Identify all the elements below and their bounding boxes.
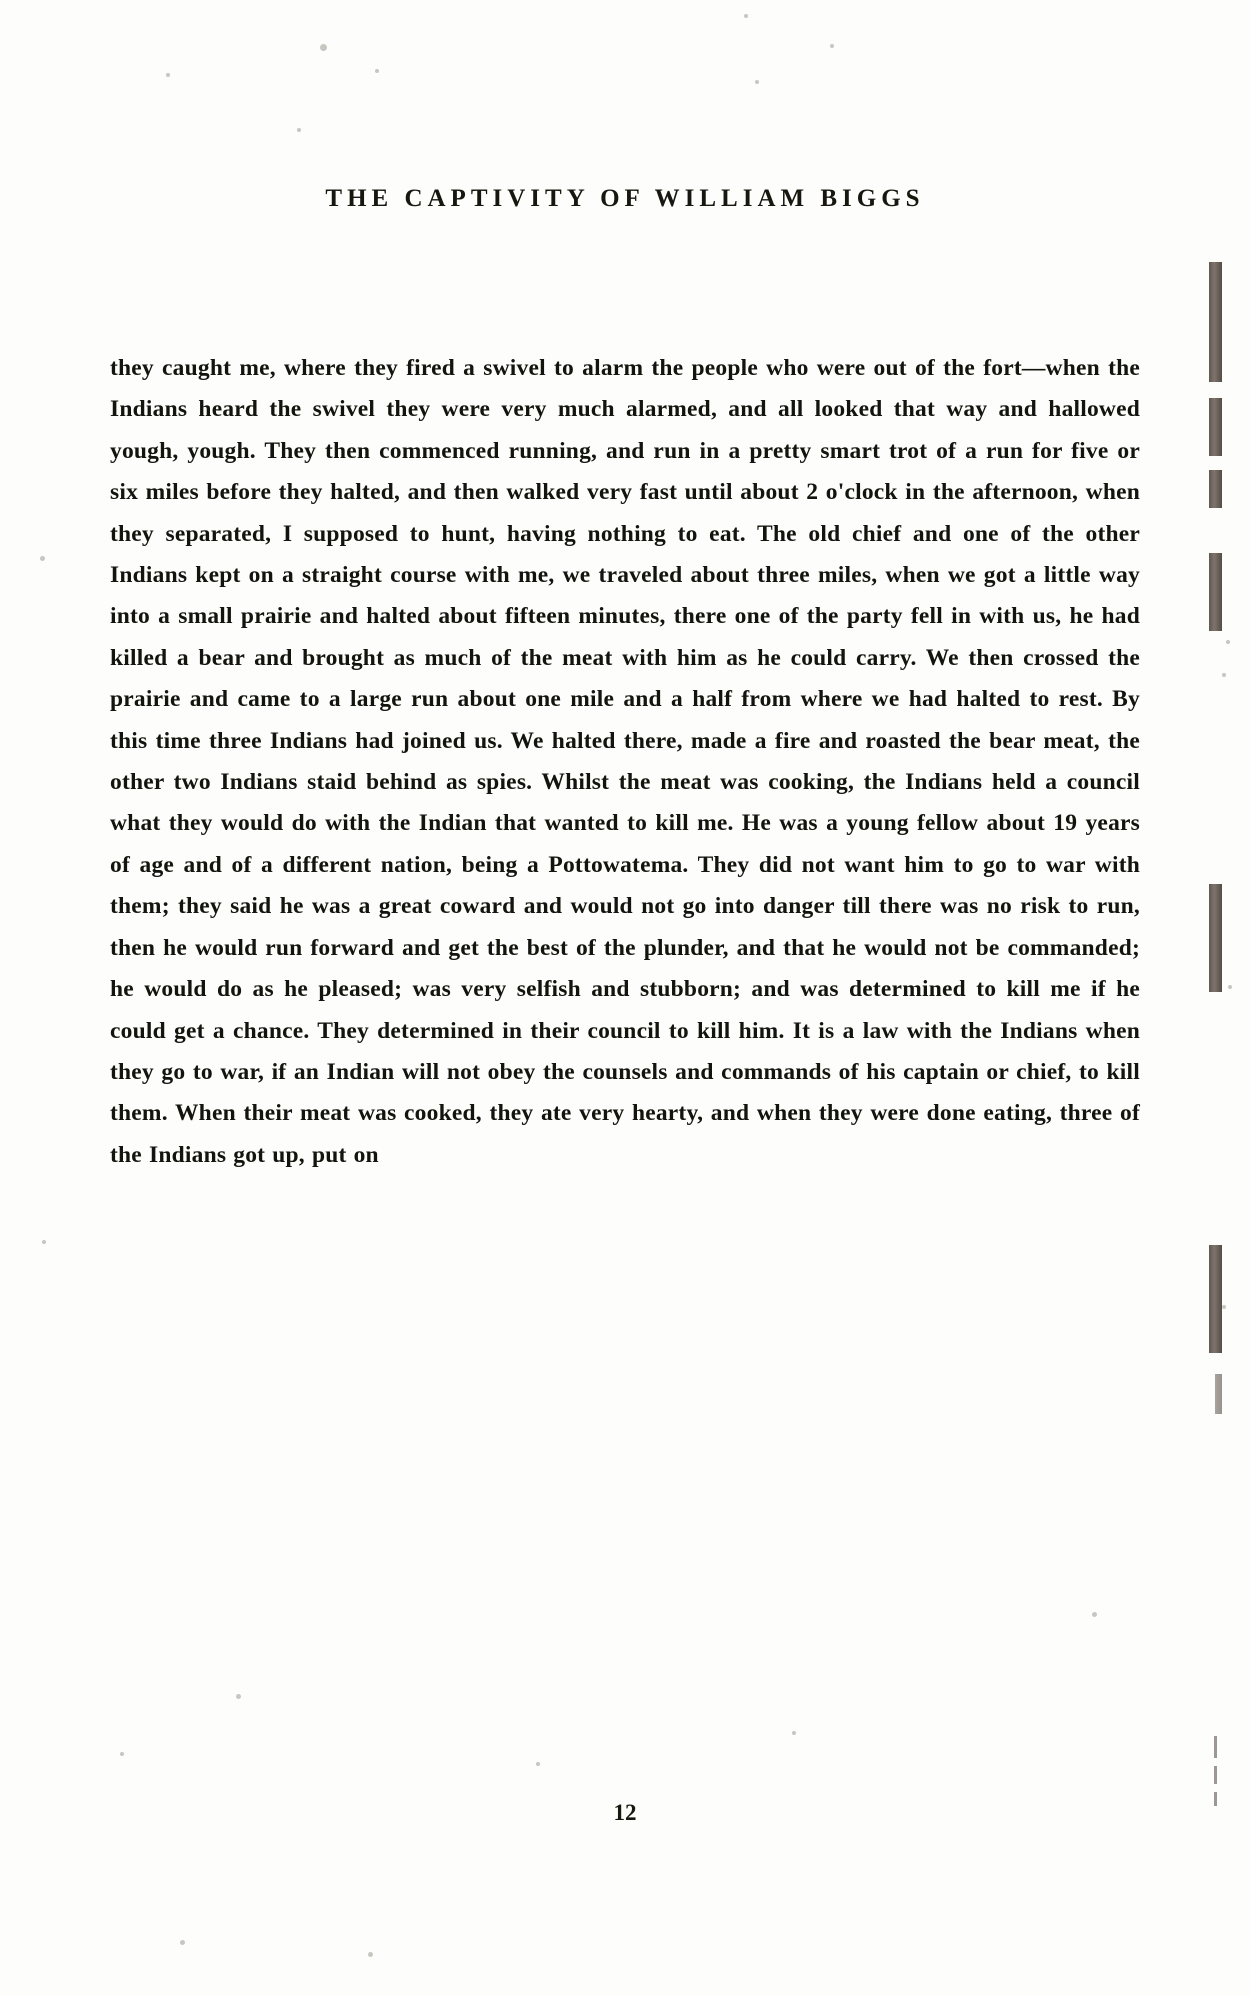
scan-speck: [1222, 673, 1226, 677]
scan-speck: [320, 44, 327, 51]
scan-speck: [755, 80, 759, 84]
scan-speck: [166, 73, 170, 77]
scan-edge-artifact: [1209, 262, 1222, 382]
scan-speck: [180, 1940, 185, 1945]
scan-edge-artifact: [1215, 1374, 1222, 1414]
scan-speck: [536, 1762, 540, 1766]
scan-speck: [42, 1240, 46, 1244]
scan-edge-artifact: [1209, 884, 1222, 992]
scan-speck: [375, 69, 379, 73]
scan-speck: [40, 556, 45, 561]
page-running-head: THE CAPTIVITY OF WILLIAM BIGGS: [325, 185, 925, 212]
scan-speck: [1222, 1305, 1226, 1309]
scan-edge-artifact: [1214, 1736, 1217, 1758]
page-number: 12: [613, 1800, 637, 1825]
scan-speck: [120, 1752, 124, 1756]
scan-speck: [368, 1952, 373, 1957]
scan-edge-artifact: [1209, 470, 1222, 508]
scan-speck: [792, 1731, 796, 1735]
scan-edge-artifact: [1209, 1245, 1222, 1353]
scan-speck: [1226, 640, 1230, 644]
page-body: [110, 348, 1140, 1176]
scan-edge-artifact: [1209, 398, 1222, 456]
scan-speck: [830, 44, 834, 48]
scan-speck: [297, 128, 301, 132]
scan-speck: [1228, 985, 1232, 989]
scan-edge-artifact: [1209, 553, 1222, 631]
scan-edge-artifact: [1214, 1766, 1217, 1784]
scan-speck: [1092, 1612, 1097, 1617]
scan-speck: [744, 14, 748, 18]
body-paragraph: they caught me, where they fired a swivel to alarm the people who were out of the fort—when the Indians heard the swivel they were very much alarmed, and all looked that way and hallowed yough, yough. They then commenced running, and run in a pretty smart trot of a run for five or six miles before they halted, and then walked very fast until about 2 o'clock in the afternoon, when they separated, I supposed to hunt, having nothing to eat. The old chief and one of the other Indians kept on a straight course with me, we traveled about three miles, when we got a little way into a small prairie and halted about fifteen minutes, there one of the party fell in with us, he had killed a bear and brought as much of the meat with him as he could carry. We then crossed the prairie and came to a large run about one mile and a half from where we had halted to rest. By this time three Indians had joined us. We halted there, made a fire and roasted the bear meat, the other two Indians staid behind as spies. Whilst the meat was cooking, the Indians held a council what they would do with the Indian that wanted to kill me. He was a young fellow about 19 years of age and of a different nation, being a Pottowatema. They did not want him to go to war with them; they said he was a great coward and would not go into danger till there was no risk to run, then he would run forward and get the best of the plunder, and that he would not be commanded; he would do as he pleased; was very selfish and stubborn; and was determined to kill me if he could get a chance. They determined in their council to kill him. It is a law with the Indians when they go to war, if an Indian will not obey the counsels and commands of his captain or chief, to kill them. When their meat was cooked, they ate very hearty, and when they were done eating, three of the Indians got up, put on: [110, 355, 1140, 1168]
scan-speck: [236, 1694, 241, 1699]
